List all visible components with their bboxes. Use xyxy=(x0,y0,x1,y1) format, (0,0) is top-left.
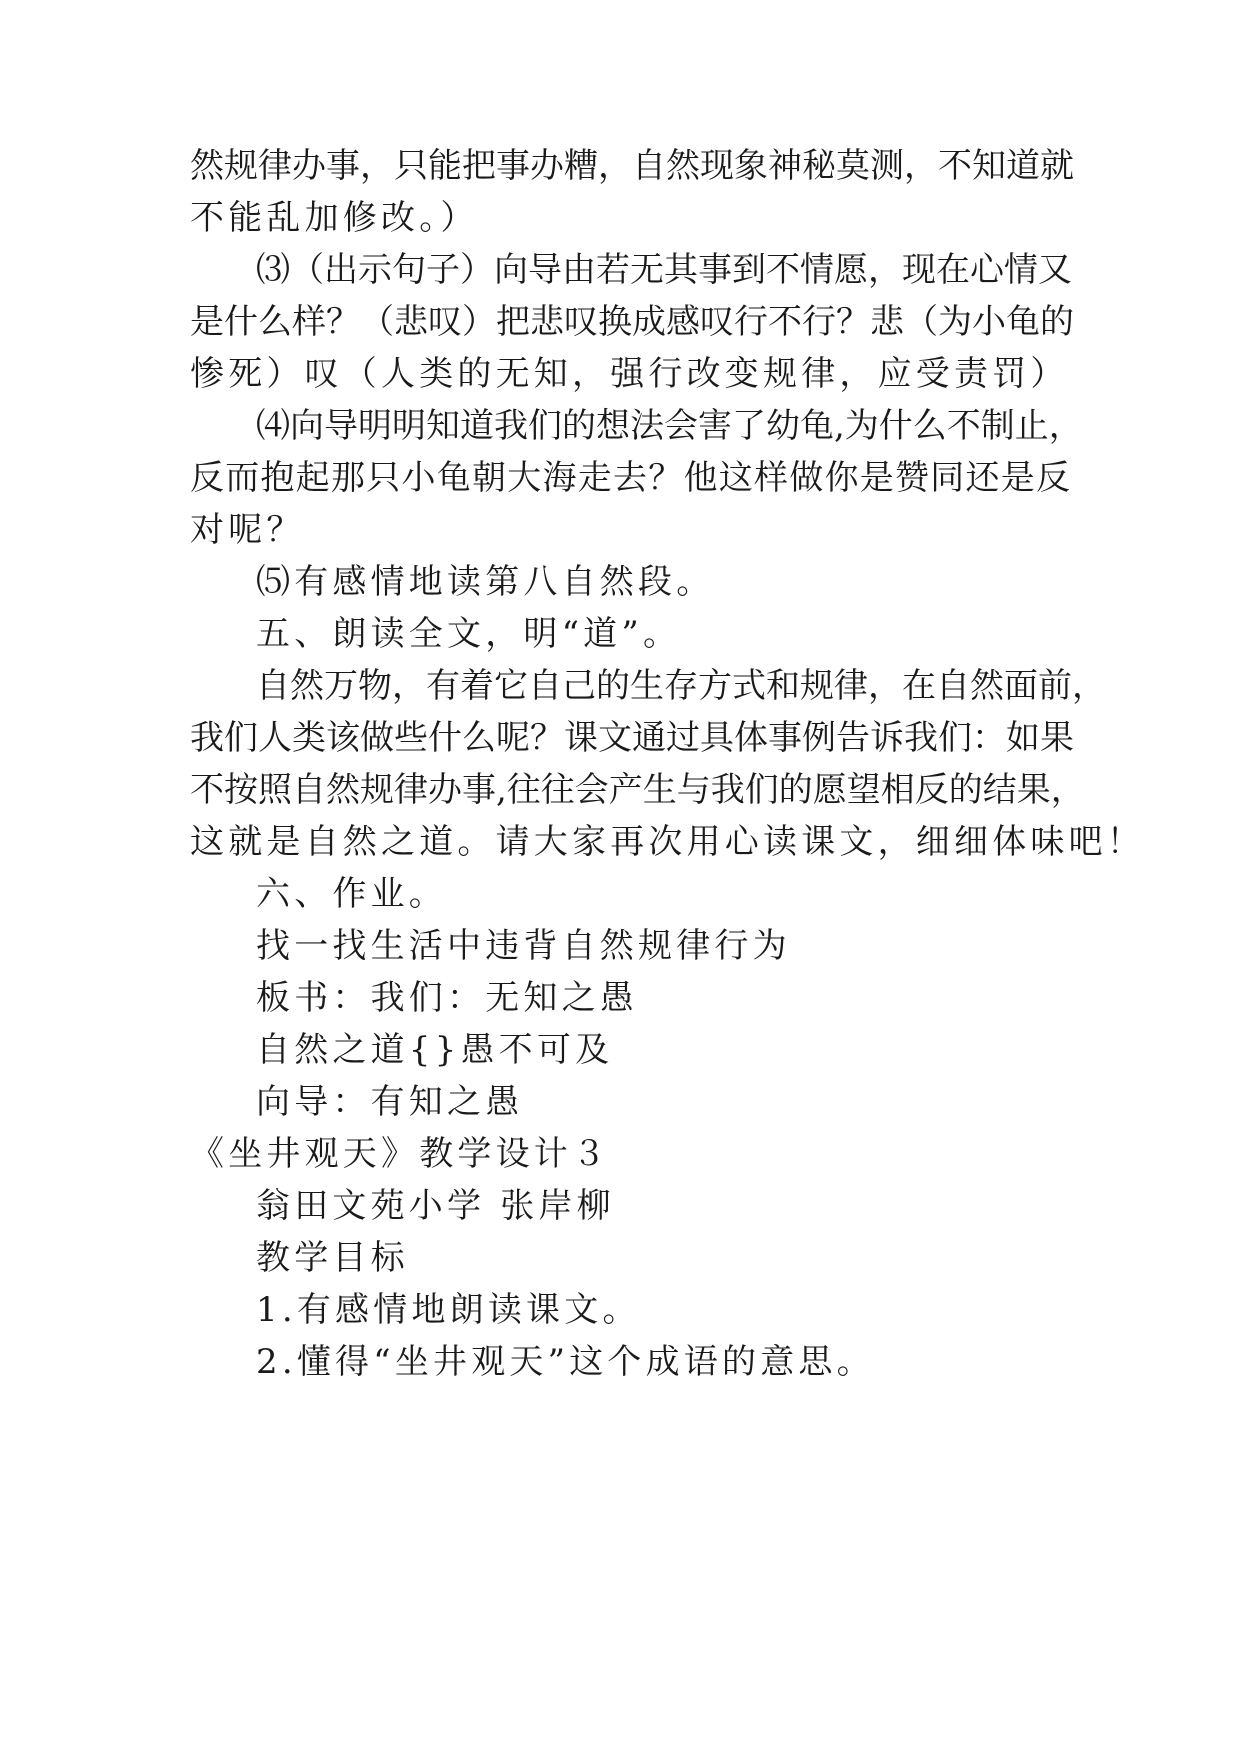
text-line-14: 这就是自然之道。请大家再次用心读课文，细细体味吧！ xyxy=(190,822,1145,862)
text-line-13: 不按照自然规律办事,往往会产生与我们的愿望相反的结果， xyxy=(190,770,1085,810)
text-line-6: ⑷向导明明知道我们的想法会害了幼龟,为什么不制止， xyxy=(256,406,1083,446)
text-line-3: ⑶（出示句子）向导由若无其事到不情愿，现在心情又 xyxy=(256,250,1072,290)
text-line-1: 然规律办事，只能把事办糟，自然现象神秘莫测，不知道就 xyxy=(190,146,1074,186)
text-line-17: 板书：我们：无知之愚 xyxy=(256,978,638,1018)
text-line-11: 自然万物，有着它自己的生存方式和规律，在自然面前， xyxy=(256,666,1106,706)
text-line-10: 五、朗读全文，明“道”。 xyxy=(256,614,682,654)
author-line: 翁田文苑小学 张岸柳 xyxy=(256,1186,615,1226)
text-line-18: 自然之道{}愚不可及 xyxy=(256,1030,614,1070)
goal-item-2: 2.懂得“坐井观天”这个成语的意思。 xyxy=(256,1342,875,1382)
section-heading: 《坐井观天》教学设计３ xyxy=(190,1134,611,1174)
subheading-teaching-goals: 教学目标 xyxy=(256,1238,409,1278)
text-line-12: 我们人类该做些什么呢？课文通过具体事例告诉我们：如果 xyxy=(190,718,1074,758)
text-line-16: 找一找生活中违背自然规律行为 xyxy=(256,926,791,966)
text-line-8: 对呢？ xyxy=(190,510,305,550)
text-line-5: 惨死）叹（人类的无知，强行改变规律，应受责罚） xyxy=(190,354,1069,394)
text-line-4: 是什么样？（悲叹）把悲叹换成感叹行不行？悲（为小龟的 xyxy=(190,302,1074,342)
goal-item-1: 1.有感情地朗读课文。 xyxy=(256,1290,641,1330)
text-line-15: 六、作业。 xyxy=(256,874,447,914)
text-line-19: 向导：有知之愚 xyxy=(256,1082,524,1122)
text-line-2: 不能乱加修改。） xyxy=(190,198,479,238)
text-line-7: 反而抱起那只小龟朝大海走去？他这样做你是赞同还是反 xyxy=(190,458,1070,498)
text-line-9: ⑸有感情地读第八自然段。 xyxy=(256,562,715,602)
